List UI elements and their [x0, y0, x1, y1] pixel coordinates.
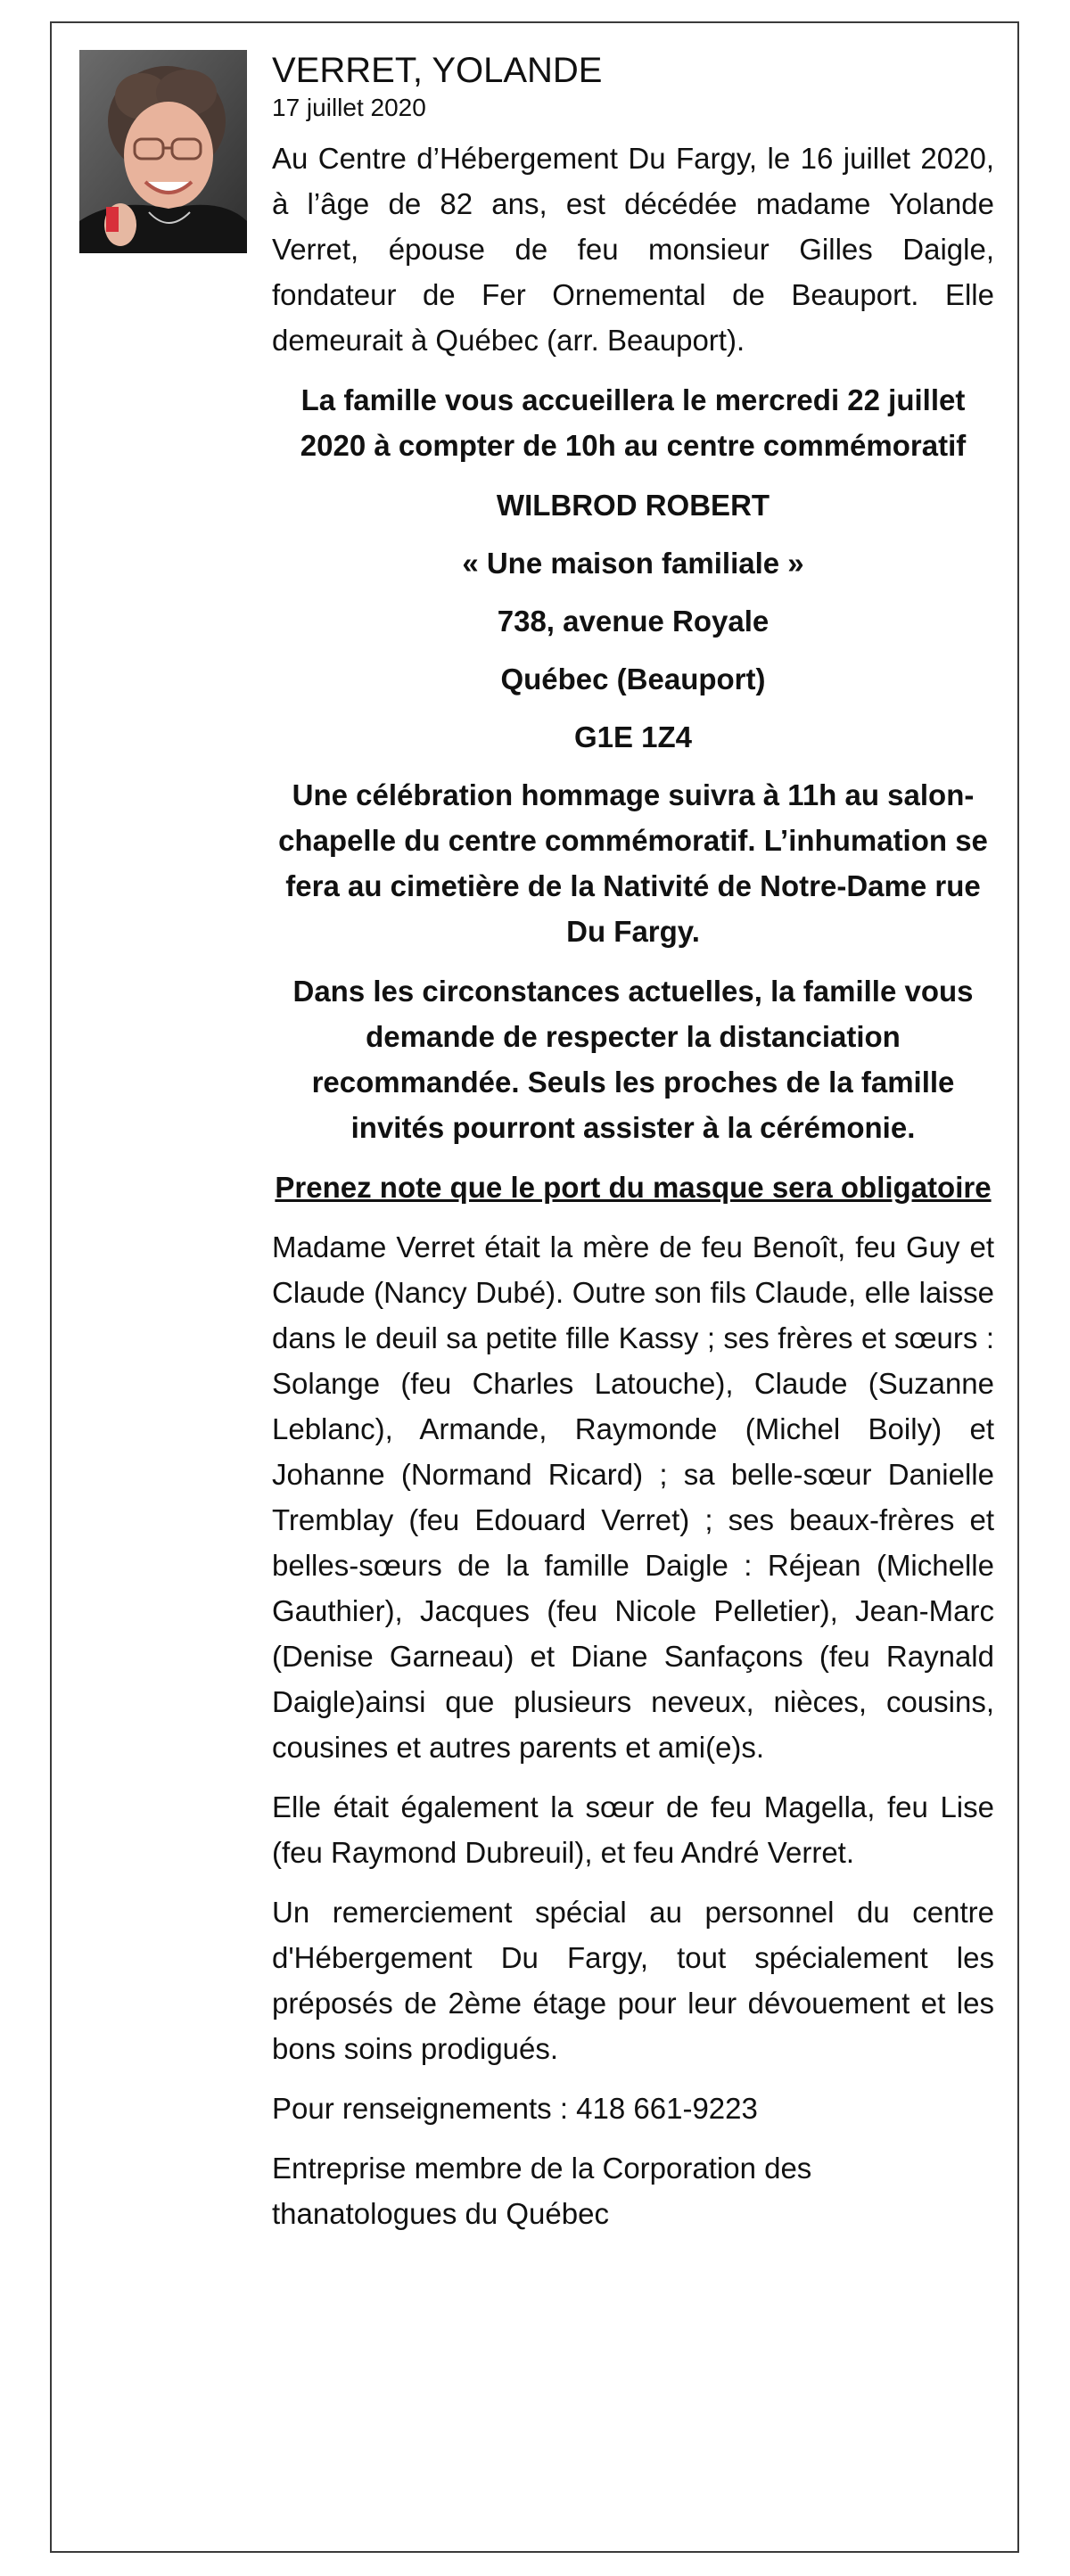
obituary-frame — [50, 21, 1019, 2553]
thanks-paragraph: Un remerciement spécial au personnel du centre d'Hébergement Du Fargy, tout spécialement les préposés de 2ème étage pour leur dévouement et les bons soins prodigués. — [272, 1896, 994, 2065]
venue-city: Québec (Beauport) — [500, 663, 766, 695]
deceased-name: VERRET, YOLANDE — [272, 51, 603, 90]
venue-postal-code: G1E 1Z4 — [573, 720, 693, 753]
visitation-paragraph: La famille vous accueillera le mercredi 22 juillet 2020 à compter de 10h au centre commémoratif — [300, 383, 967, 462]
ceremony-paragraph: Une célébration hommage suivra à 11h au salon-chapelle du centre commémoratif. L’inhumation se fera au cimetière de la Nativité de Notre-Dame rue Du Fargy. — [278, 778, 988, 948]
family-paragraph: Madame Verret était la mère de feu Benoît, feu Guy et Claude (Nancy Dubé). Outre son fils Claude, elle laisse dans le deuil sa petite fille Kassy ; ses frères et sœurs : Solange (feu Charles Latouche), Claude (Suzanne Leblanc), Armande, Raymonde (Michel Boily) et Johanne (Normand Ricard) ; sa belle-sœur Danielle Tremblay (feu Edouard Verret) ; ses beaux-frères et belles-sœurs de la famille Daigle : Réjean (Michelle Gauthier), Jacques (feu Nicole Pelletier), Jean-Marc (Denise Garneau) et Diane Sanfaçons (feu Raynald Daigle)ainsi que plusieurs neveux, nièces, cousins, cousines et autres parents et ami(e)s. — [272, 1230, 994, 1764]
venue-slogan: « Une maison familiale » — [462, 547, 804, 580]
member-line: Entreprise membre de la Corporation des thanatologues du Québec — [272, 2152, 812, 2230]
publication-date: 17 juillet 2020 — [272, 94, 426, 121]
mask-notice: Prenez note que le port du masque sera obligatoire — [275, 1171, 992, 1204]
intro-paragraph: Au Centre d’Hébergement Du Fargy, le 16 juillet 2020, à l’âge de 82 ans, est décédée madame Yolande Verret, épouse de feu monsieur Gilles Daigle, fondateur de Fer Ornemental de Beauport. Elle demeurait à Québec (arr. Beauport). — [272, 142, 994, 357]
sister-paragraph: Elle était également la sœur de feu Magella, feu Lise (feu Raymond Dubreuil), et feu André Verret. — [272, 1790, 994, 1869]
info-line: Pour renseignements : 418 661-9223 — [272, 2092, 758, 2125]
obituary-content — [272, 50, 994, 2251]
portrait-image — [79, 50, 247, 253]
circumstances-paragraph: Dans les circonstances actuelles, la famille vous demande de respecter la distanciation recommandée. Seuls les proches de la famille invités pourront assister à la cérémonie. — [292, 975, 974, 1144]
venue-street: 738, avenue Royale — [497, 605, 770, 638]
portrait-photo — [79, 50, 247, 253]
venue-name: WILBROD ROBERT — [496, 489, 770, 522]
